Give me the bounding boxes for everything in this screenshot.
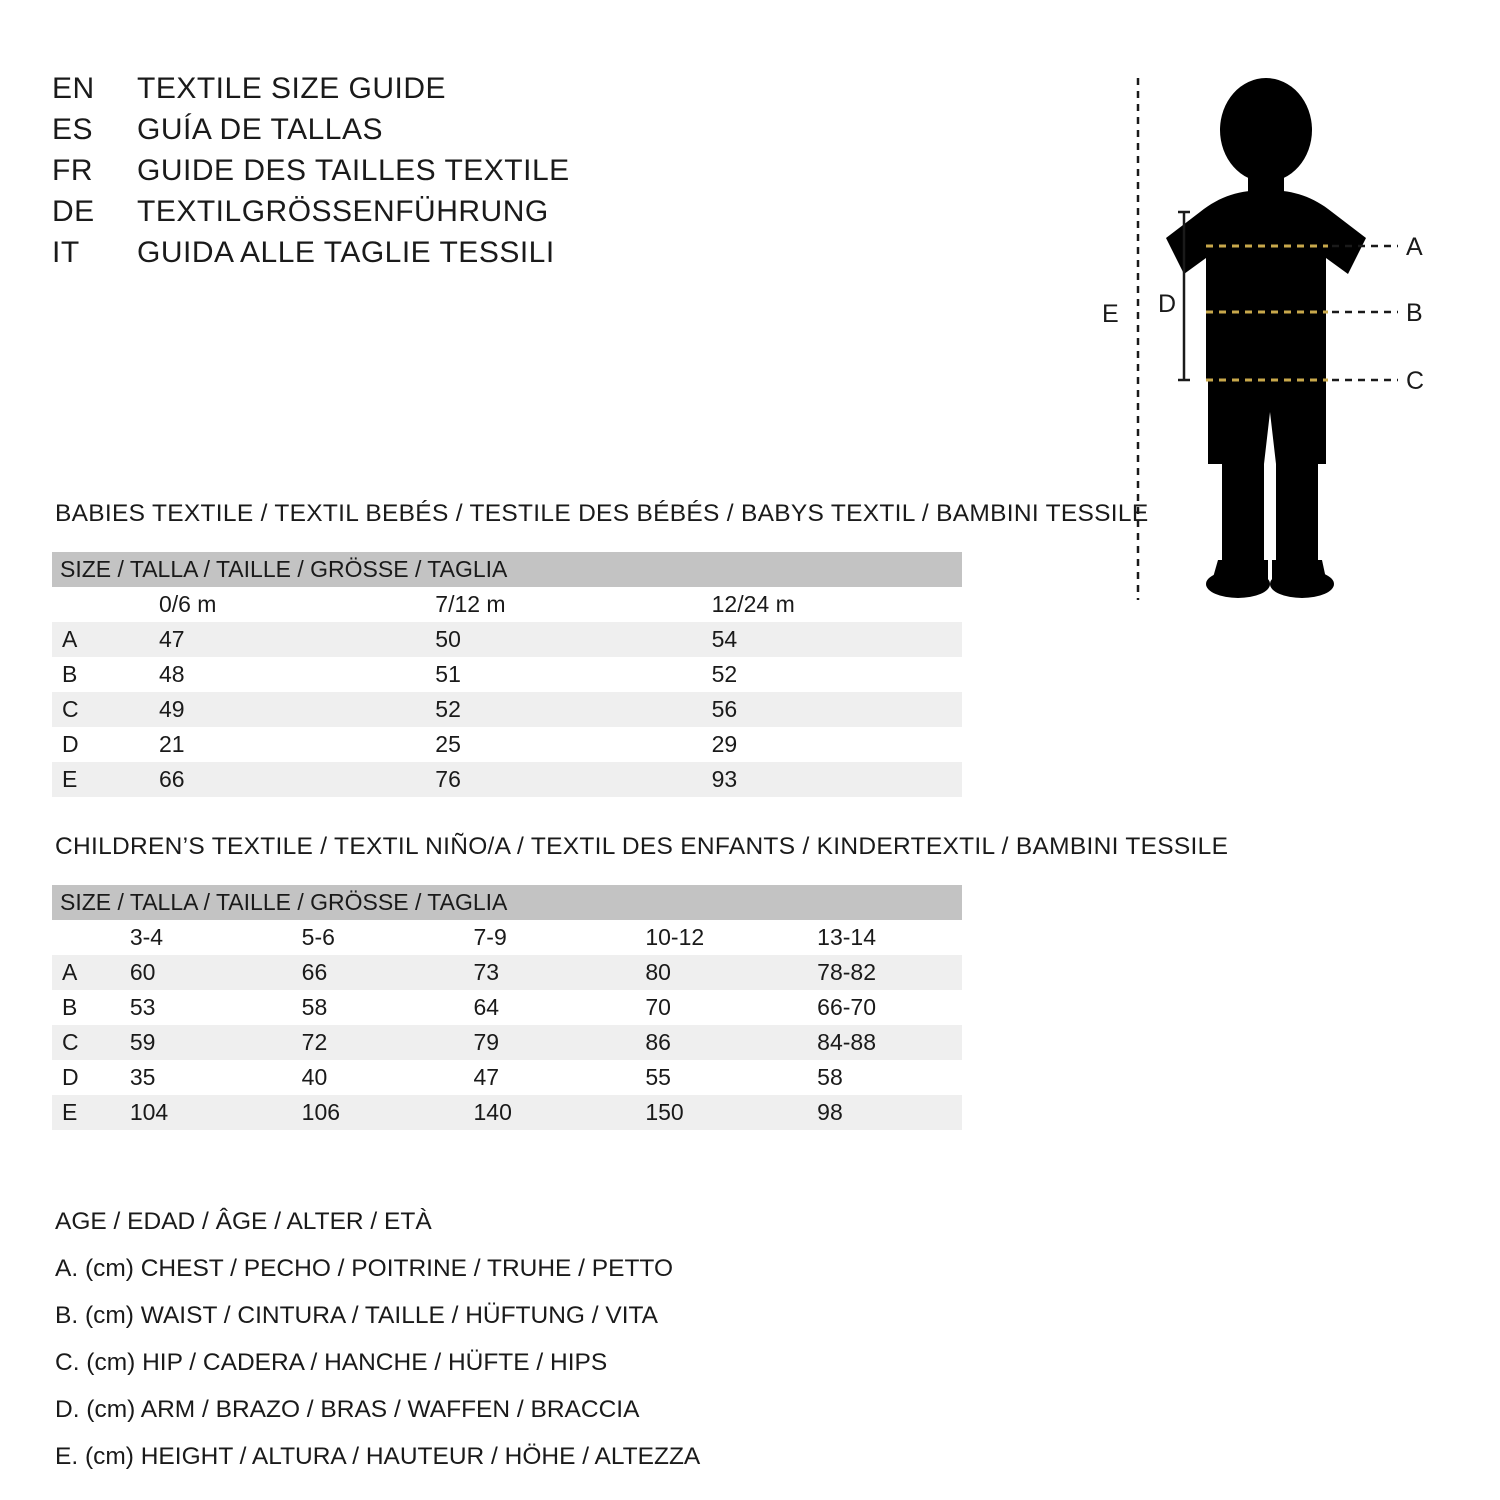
title-lang-it: IT — [52, 236, 80, 269]
children-col-0: 3-4 — [104, 920, 276, 955]
row-label: D — [52, 1060, 104, 1095]
row-label: E — [52, 762, 133, 797]
babies-col-2: 12/24 m — [686, 587, 962, 622]
row-label: A — [52, 955, 104, 990]
table-row — [52, 1060, 962, 1095]
table-row — [52, 990, 962, 1025]
cell: 29 — [686, 727, 962, 762]
cell: 35 — [104, 1060, 276, 1095]
row-label: B — [52, 657, 133, 692]
cell: 72 — [276, 1025, 448, 1060]
row-label: C — [52, 692, 133, 727]
table-row — [52, 727, 962, 762]
cell: 50 — [409, 622, 685, 657]
table-row — [52, 657, 962, 692]
title-text-en: TEXTILE SIZE GUIDE — [137, 72, 447, 105]
cell: 51 — [409, 657, 685, 692]
title-row — [52, 72, 672, 106]
title-block — [52, 72, 672, 277]
title-lang-en: EN — [52, 72, 95, 105]
cell: 150 — [619, 1095, 791, 1130]
children-col-2: 7-9 — [448, 920, 620, 955]
cell: 66 — [276, 955, 448, 990]
cell: 80 — [619, 955, 791, 990]
table-header-row — [52, 885, 962, 920]
cell: 54 — [686, 622, 962, 657]
legend-item-e: E. (cm) HEIGHT / ALTURA / HAUTEUR / HÖHE / ALTEZZA — [55, 1443, 701, 1470]
title-text-fr: GUIDE DES TAILLES TEXTILE — [137, 154, 570, 187]
cell: 52 — [409, 692, 685, 727]
child-silhouette-icon — [1166, 78, 1366, 598]
table-row — [52, 1095, 962, 1130]
cell: 56 — [686, 692, 962, 727]
cell: 66 — [133, 762, 409, 797]
corner-cell — [52, 587, 133, 622]
table-row — [52, 1025, 962, 1060]
table-row — [52, 955, 962, 990]
measurement-figure — [1080, 60, 1480, 620]
title-row — [52, 195, 672, 229]
cell: 66-70 — [791, 990, 962, 1025]
cell: 140 — [448, 1095, 620, 1130]
marker-label-d: D — [1158, 290, 1177, 318]
corner-cell — [52, 920, 104, 955]
babies-section-heading: BABIES TEXTILE / TEXTIL BEBÉS / TESTILE DES BÉBÉS / BABYS TEXTIL / BAMBINI TESSILE — [55, 500, 1149, 527]
cell: 76 — [409, 762, 685, 797]
children-col-1: 5-6 — [276, 920, 448, 955]
cell: 70 — [619, 990, 791, 1025]
cell: 40 — [276, 1060, 448, 1095]
cell: 55 — [619, 1060, 791, 1095]
marker-label-c: C — [1406, 367, 1425, 395]
marker-label-e: E — [1102, 300, 1119, 328]
legend-item-a: A. (cm) CHEST / PECHO / POITRINE / TRUHE / PETTO — [55, 1255, 674, 1282]
cell: 53 — [104, 990, 276, 1025]
cell: 73 — [448, 955, 620, 990]
title-lang-de: DE — [52, 195, 95, 228]
cell: 47 — [133, 622, 409, 657]
title-row — [52, 236, 672, 270]
children-col-3: 10-12 — [619, 920, 791, 955]
cell: 64 — [448, 990, 620, 1025]
table-column-row — [52, 920, 962, 955]
row-label: E — [52, 1095, 104, 1130]
legend-item-d: D. (cm) ARM / BRAZO / BRAS / WAFFEN / BRACCIA — [55, 1396, 640, 1423]
cell: 78-82 — [791, 955, 962, 990]
cell: 58 — [791, 1060, 962, 1095]
cell: 60 — [104, 955, 276, 990]
title-row — [52, 154, 672, 188]
cell: 104 — [104, 1095, 276, 1130]
legend-item-c: C. (cm) HIP / CADERA / HANCHE / HÜFTE / HIPS — [55, 1349, 608, 1376]
children-size-header: SIZE / TALLA / TAILLE / GRÖSSE / TAGLIA — [52, 885, 962, 920]
babies-col-1: 7/12 m — [409, 587, 685, 622]
table-row — [52, 622, 962, 657]
title-lang-fr: FR — [52, 154, 93, 187]
cell: 49 — [133, 692, 409, 727]
table-column-row — [52, 587, 962, 622]
title-text-de: TEXTILGRÖSSENFÜHRUNG — [137, 195, 549, 228]
title-lang-es: ES — [52, 113, 94, 146]
cell: 106 — [276, 1095, 448, 1130]
babies-size-header: SIZE / TALLA / TAILLE / GRÖSSE / TAGLIA — [52, 552, 962, 587]
cell: 48 — [133, 657, 409, 692]
cell: 86 — [619, 1025, 791, 1060]
legend-item-age: AGE / EDAD / ÂGE / ALTER / ETÀ — [55, 1208, 432, 1235]
title-row — [52, 113, 672, 147]
children-section-heading: CHILDREN’S TEXTILE / TEXTIL NIÑO/A / TEXTIL DES ENFANTS / KINDERTEXTIL / BAMBINI TESSILE — [55, 833, 1229, 860]
children-col-4: 13-14 — [791, 920, 962, 955]
measurement-legend — [55, 1198, 700, 1480]
babies-size-table — [52, 552, 962, 797]
row-label: C — [52, 1025, 104, 1060]
row-label: A — [52, 622, 133, 657]
cell: 25 — [409, 727, 685, 762]
babies-col-0: 0/6 m — [133, 587, 409, 622]
cell: 98 — [791, 1095, 962, 1130]
cell: 58 — [276, 990, 448, 1025]
legend-item-b: B. (cm) WAIST / CINTURA / TAILLE / HÜFTUNG / VITA — [55, 1302, 659, 1329]
cell: 47 — [448, 1060, 620, 1095]
children-size-table — [52, 885, 962, 1130]
marker-label-a: A — [1406, 233, 1423, 261]
row-label: D — [52, 727, 133, 762]
cell: 59 — [104, 1025, 276, 1060]
table-row — [52, 762, 962, 797]
table-row — [52, 692, 962, 727]
cell: 84-88 — [791, 1025, 962, 1060]
table-header-row — [52, 552, 962, 587]
cell: 79 — [448, 1025, 620, 1060]
cell: 52 — [686, 657, 962, 692]
marker-label-b: B — [1406, 299, 1423, 327]
row-label: B — [52, 990, 104, 1025]
cell: 93 — [686, 762, 962, 797]
title-text-es: GUÍA DE TALLAS — [137, 113, 383, 146]
cell: 21 — [133, 727, 409, 762]
title-text-it: GUIDA ALLE TAGLIE TESSILI — [137, 236, 555, 269]
